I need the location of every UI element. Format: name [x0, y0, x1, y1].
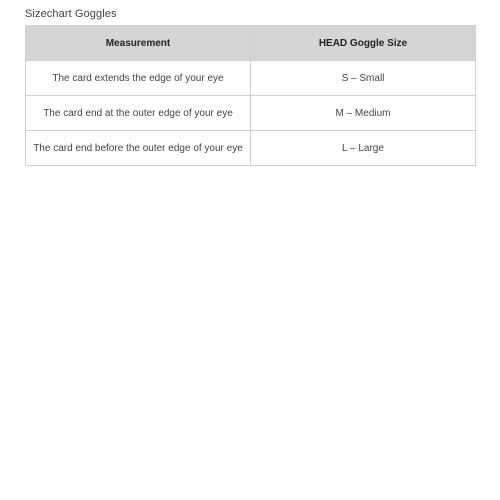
size-cell: M – Medium [251, 96, 476, 131]
table-row [26, 96, 476, 131]
table-row [26, 61, 476, 96]
size-cell: S – Small [251, 61, 476, 96]
size-cell: L – Large [251, 131, 476, 166]
measurement-cell: The card end at the outer edge of your eye [26, 96, 251, 131]
table-header-row [26, 26, 476, 61]
measurement-cell: The card extends the edge of your eye [26, 61, 251, 96]
page-title: Sizechart Goggles [25, 8, 117, 20]
column-header-goggle-size: HEAD Goggle Size [251, 26, 476, 61]
table-row [26, 131, 476, 166]
column-header-measurement: Measurement [26, 26, 251, 61]
measurement-cell: The card end before the outer edge of your eye [26, 131, 251, 166]
size-chart-table [25, 25, 476, 166]
